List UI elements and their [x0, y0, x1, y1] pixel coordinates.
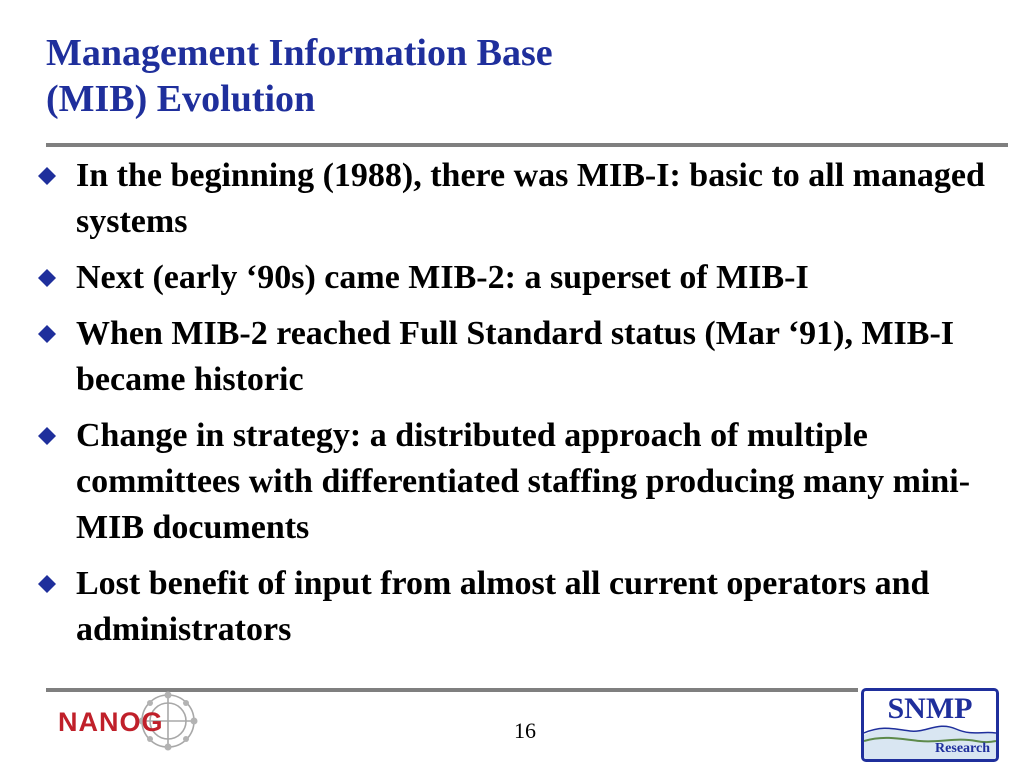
title-divider: [46, 143, 1008, 147]
bullet-item: [36, 153, 996, 245]
bullet-text: In the beginning (1988), there was MIB-I: basic to all managed systems: [76, 157, 985, 240]
bullet-item: [36, 311, 996, 403]
bullet-item: [36, 255, 996, 301]
diamond-bullet-icon: [38, 575, 56, 593]
slide-title-line-2: (MIB) Evolution: [46, 78, 316, 120]
nanog-logo: [56, 690, 206, 754]
diamond-bullet-icon: [38, 427, 56, 445]
bullet-text: Change in strategy: a distributed approach of multiple committees with differentiated staffing producing many mini-MIB documents: [76, 417, 971, 546]
page-number: 16: [514, 718, 536, 743]
bullet-text: Lost benefit of input from almost all current operators and administrators: [76, 565, 930, 648]
bullet-item: [36, 413, 996, 551]
nanog-logo-text: NANOG: [58, 707, 164, 737]
diamond-bullet-icon: [38, 167, 56, 185]
snmp-research-logo: [861, 688, 999, 762]
bullet-item: [36, 561, 996, 653]
bullet-text: Next (early ‘90s) came MIB-2: a superset of MIB-I: [76, 259, 809, 296]
bullet-text: When MIB-2 reached Full Standard status (Mar ‘91), MIB-I became historic: [76, 315, 955, 398]
diamond-bullet-icon: [38, 325, 56, 343]
diamond-bullet-icon: [38, 269, 56, 287]
snmp-logo-text: SNMP: [887, 692, 973, 725]
slide-title: [46, 30, 553, 122]
slide-title-line-1: Management Information Base: [46, 32, 553, 74]
bullet-list: [36, 153, 996, 663]
research-logo-text: Research: [935, 741, 990, 756]
